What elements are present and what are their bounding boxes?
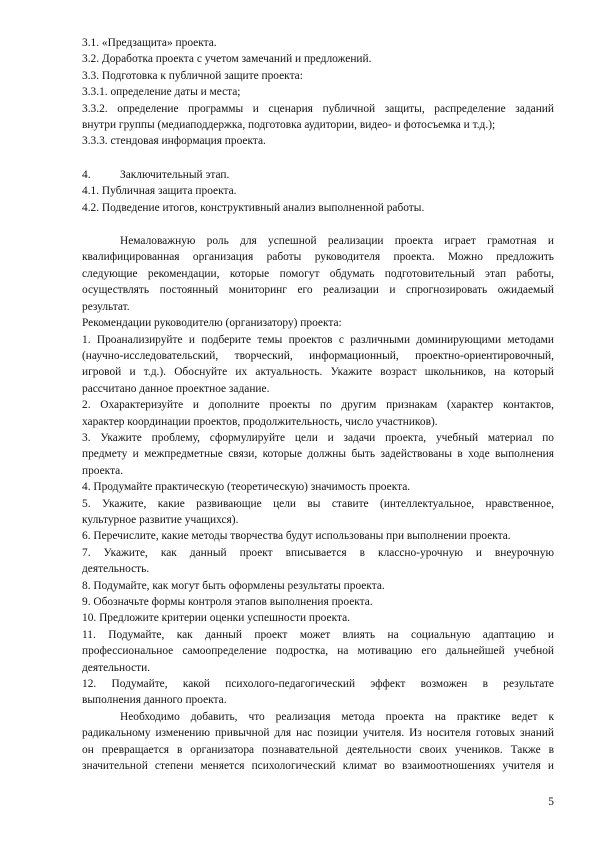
recommendation-item <box>82 610 554 626</box>
paragraph-line: выполнения данного проекта. <box>82 694 227 707</box>
paragraph-line: культурное развитие учащихся). <box>82 513 239 526</box>
recommendation-item <box>82 479 554 495</box>
section-title: Заключительный этап. <box>120 168 230 181</box>
blank-line <box>82 150 554 167</box>
paragraph-line: 10. Предложите критерии оценки успешности проекта. <box>82 612 350 625</box>
step-3-3-1: 3.3.1. определение даты и места; <box>82 86 241 99</box>
closing-paragraph <box>82 709 554 775</box>
paragraph-line: радикальному изменению привычной для нас позиции учителя. Из носителя готовых знаний <box>82 727 554 740</box>
step-3-3: 3.3. Подготовка к публичной защите проекта: <box>82 69 303 82</box>
paragraph-line: квалифицированная организация работы руководителя проекта. Можно предложить <box>82 251 554 264</box>
section-number: 4. <box>82 168 91 181</box>
step-3-1: 3.1. «Предзащита» проекта. <box>82 37 217 49</box>
paragraph-line: 8. Подумайте, как могут быть оформлены результаты проекта. <box>82 579 385 592</box>
paragraph-line: предмету и межпредметные связи, которые должны быть задействованы в ходе выполнения <box>82 448 554 461</box>
paragraph-line: игровой и т.д.). Обоснуйте их актуальность. Укажите возраст школьников, на который <box>82 366 554 379</box>
recommendation-item <box>82 594 554 610</box>
step-3-3-2-line: 3.3.2. определение программы и сценария публичной защиты, распределение заданий <box>82 102 554 115</box>
recommendation-item <box>82 397 554 430</box>
section-4-item: 4.1. Публичная защита проекта. <box>82 185 237 198</box>
recommendation-item <box>82 496 554 529</box>
paragraph-line: 12. Подумайте, какой психолого-педагогический эффект возможен в результате <box>82 678 554 691</box>
paragraph-line: 5. Укажите, какие развивающие цели вы ставите (интеллектуальное, нравственное, <box>82 497 554 510</box>
paragraph-line: осуществлять постоянный мониторинг его реализации и спрогнозировать ожидаемый <box>82 284 554 297</box>
paragraph-line: 9. Обозначьте формы контроля этапов выполнения проекта. <box>82 596 373 608</box>
paragraph-line: 6. Перечислите, какие методы творчества будут использованы при выполнении проекта. <box>82 530 511 543</box>
step-3-3-2-line: внутри группы (медиаподдержка, подготовка аудитории, видео- и фотосъемка и т.д.); <box>82 119 496 132</box>
paragraph-line: деятельности. <box>82 661 151 674</box>
blank-line <box>82 216 554 233</box>
section-4-heading <box>82 167 554 183</box>
recommendation-item <box>82 430 554 479</box>
step-3-2: 3.2. Доработка проекта с учетом замечаний и предложений. <box>82 53 372 66</box>
paragraph-line: 11. Подумайте, как данный проект может влиять на социальную адаптацию и <box>82 628 554 641</box>
paragraph-line: результат. <box>82 300 130 313</box>
recommendation-item <box>82 627 554 676</box>
recommendation-item <box>82 676 554 709</box>
paragraph-line: (научно-исследовательский, творческий, информационный, проектно-ориентировочный, <box>82 349 554 362</box>
paragraph-line: он превращается в организатора познавательной деятельности своих учеников. Также в <box>82 743 554 756</box>
recommendation-item <box>82 332 554 398</box>
section-4-item: 4.2. Подведение итогов, конструктивный анализ выполненной работы. <box>82 201 425 214</box>
paragraph-line: рассчитано данное проектное задание. <box>82 382 270 395</box>
paragraph-line: 2. Охарактеризуйте и дополните проекты по другим признакам (характер контактов, <box>82 399 554 412</box>
paragraph-line: 3. Укажите проблему, сформулируйте цели и задачи проекта, учебный материал по <box>82 431 554 444</box>
paragraph-line: Немаловажную роль для успешной реализации проекта играет грамотная и <box>120 235 554 248</box>
paragraph-line: профессиональное самоопределение подростка, на мотивацию его дальнейшей учебной <box>82 645 554 658</box>
paragraph-line: проекта. <box>82 464 124 477</box>
paragraph-line: деятельность. <box>82 563 150 576</box>
recommendations-list <box>82 332 554 709</box>
recommendation-item <box>82 545 554 578</box>
paragraph-line: 7. Укажите, как данный проект вписывается в классно-урочную и внеурочную <box>82 546 554 559</box>
paragraph-line: следующие рекомендации, которые помогут обдумать подготовительный этап работы, <box>82 267 554 280</box>
recommendation-item <box>82 578 554 594</box>
page-body <box>82 35 554 774</box>
paragraph-line: характер координации проектов, продолжительность, число участников). <box>82 415 438 428</box>
paragraph-line: Необходимо добавить, что реализация метода проекта на практике ведет к <box>120 710 554 723</box>
page-number: 5 <box>548 796 554 808</box>
recommendation-item <box>82 528 554 544</box>
step-3-3-3: 3.3.3. стендовая информация проекта. <box>82 135 266 148</box>
recommendations-heading: Рекомендации руководителю (организатору) проекта: <box>82 317 342 330</box>
intro-paragraph <box>82 233 554 315</box>
paragraph-line: значительной степени меняется психологический климат во взаимоотношениях учителя и <box>82 760 554 773</box>
paragraph-line: 4. Продумайте практическую (теоретическую) значимость проекта. <box>82 481 411 494</box>
paragraph-line: 1. Проанализируйте и подберите темы проектов с различными доминирующими методами <box>82 333 554 346</box>
